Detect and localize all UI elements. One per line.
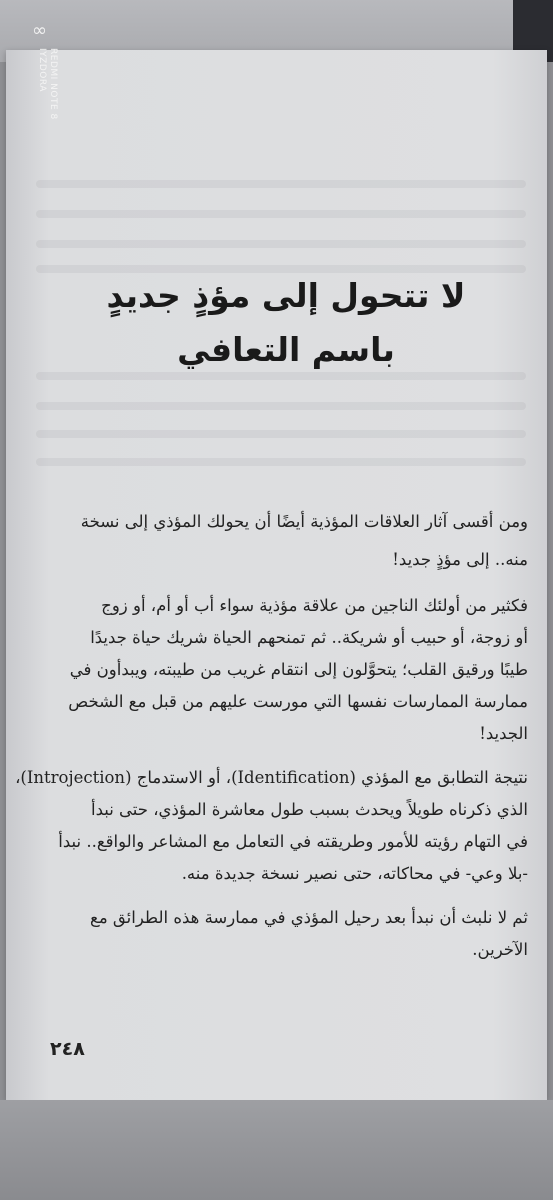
text-line: الآخرين.	[472, 940, 528, 959]
text-line: في التهام رؤيته للأمور وطريقته في التعامل مع المشاعر والواقع.. نبدأ	[58, 832, 528, 851]
bleed-through-line	[36, 430, 526, 438]
text-line: ممارسة الممارسات نفسها التي مورست عليهم من قبل مع الشخص	[68, 692, 528, 711]
bleed-through-line	[36, 210, 526, 218]
watermark-user: IYZDORA	[37, 48, 47, 92]
bleed-through-line	[36, 180, 526, 188]
camera-watermark	[28, 20, 58, 150]
text-line: الذي ذكرناه طويلاً ويحدث بسبب طول معاشرة المؤذي، حتى نبدأ	[90, 800, 528, 819]
text-line: منه.. إلى مؤذٍ جديد!	[392, 550, 528, 569]
text-line: طيبًا ورقيق القلب؛ يتحوَّلون إلى انتقام غريب من طيبته، ويبدأون في	[69, 660, 528, 679]
text-line: ومن أقسى آثار العلاقات المؤذية أيضًا أن يحولك المؤذي إلى نسخة	[80, 512, 528, 531]
text-line: ثم لا نلبث أن نبدأ بعد رحيل المؤذي في ممارسة هذه الطرائق مع	[90, 908, 528, 927]
bleed-through-line	[36, 240, 526, 248]
bleed-through-line	[36, 402, 526, 410]
watermark-device: REDMI NOTE 8	[48, 48, 58, 120]
camera-logo-icon: ∞	[32, 20, 44, 41]
text-line: الجديد!	[479, 724, 528, 743]
text-line: فكثير من أولئك الناجين من علاقة مؤذية سواء أب أو أم، أو زوج	[101, 596, 528, 615]
watermark-text	[28, 48, 58, 120]
text-line: -بلا وعي- في محاكاته، حتى نصير نسخة جديدة منه.	[181, 864, 528, 883]
book-page	[6, 50, 547, 1100]
bleed-through-line	[36, 372, 526, 380]
background-bottom	[0, 1100, 553, 1200]
bleed-through-line	[36, 458, 526, 466]
text-line: أو زوجة، أو حبيب أو شريكة.. ثم تمنحهم الحياة شريك حياة جديدًا	[90, 628, 528, 647]
text-line: نتيجة التطابق مع المؤذي (Identification)، أو الاستدماج (Introjection)،	[15, 768, 528, 787]
chapter-title-line2: باسم التعافي	[177, 330, 395, 369]
body-text	[15, 512, 528, 1012]
chapter-title-line1: لا تتحول إلى مؤذٍ جديدٍ	[106, 276, 466, 315]
page-number: ٢٤٨	[50, 1038, 85, 1060]
bleed-through-line	[36, 265, 526, 273]
